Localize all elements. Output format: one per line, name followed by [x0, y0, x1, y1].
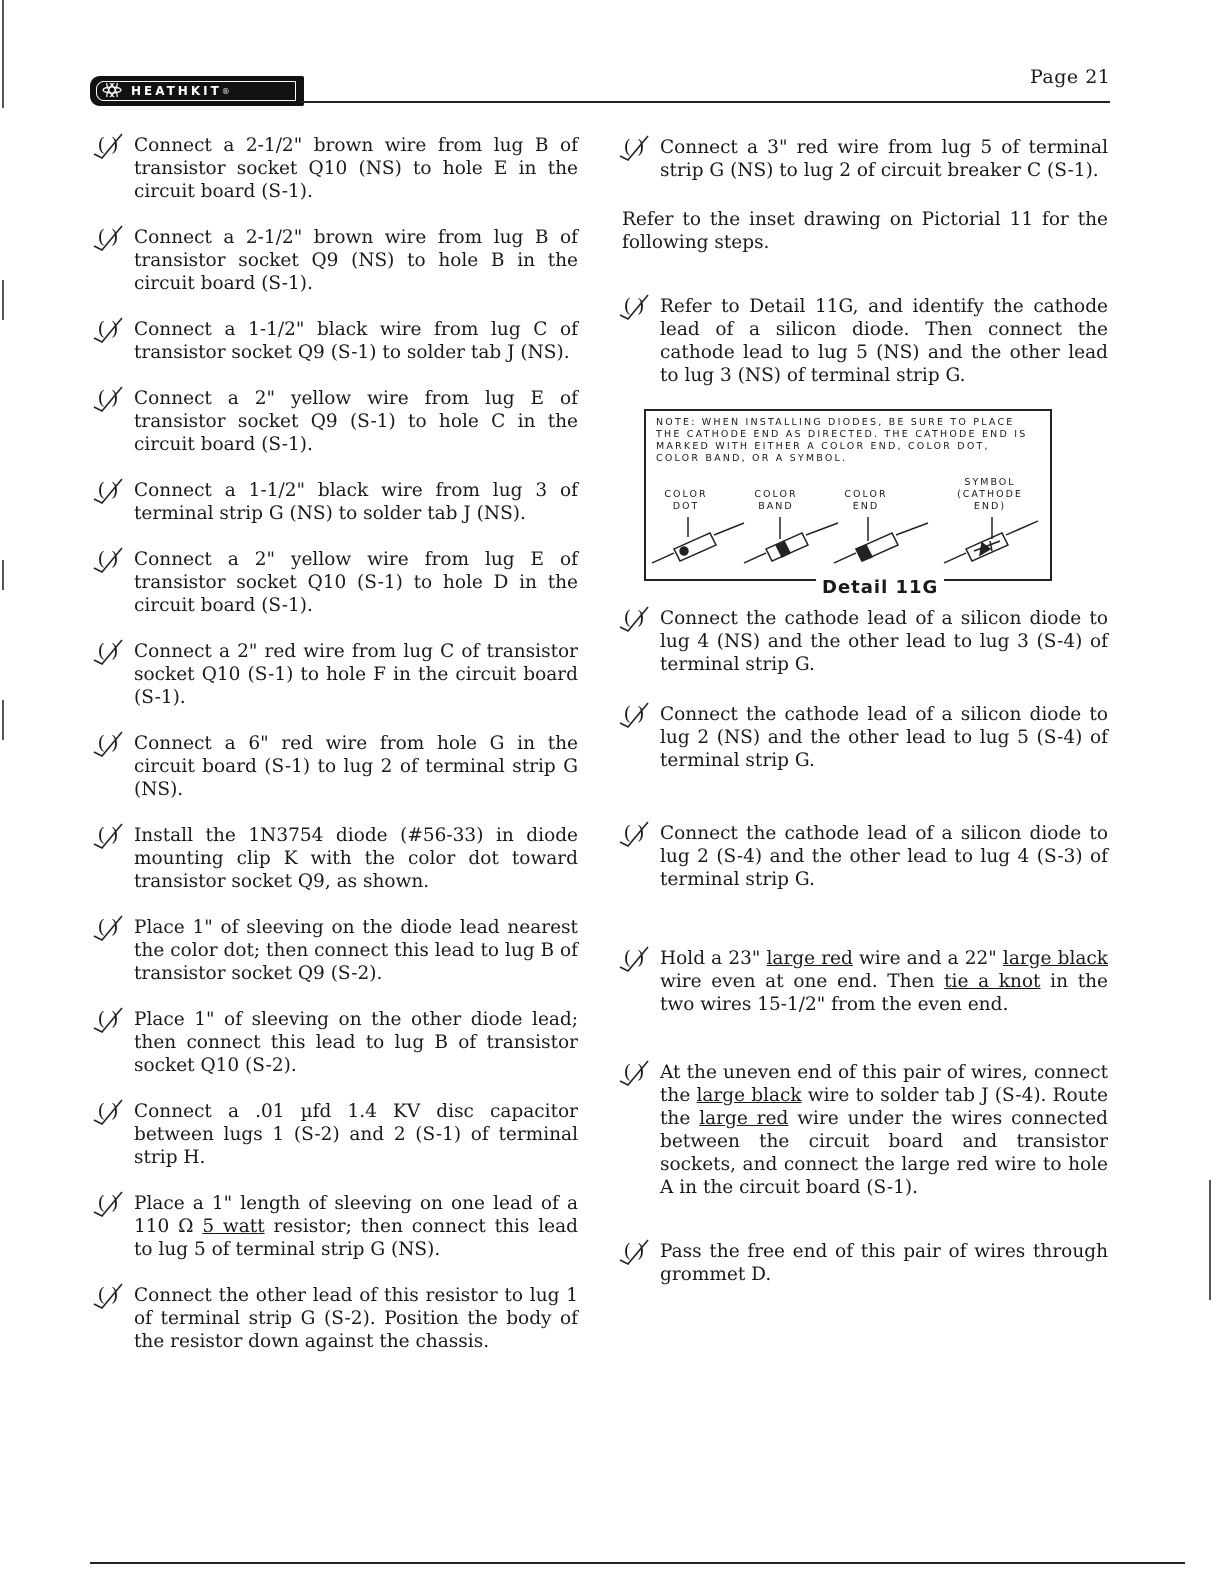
diode-drawings	[644, 515, 1048, 585]
left-column	[88, 134, 578, 1376]
underlined-text: tie a knot	[944, 971, 1041, 992]
step-text: Connect a 2" yellow wire from lug E of transistor socket Q10 (S-1) to hole D in the circuit board (S-1).	[134, 549, 578, 616]
handwritten-check-icon	[88, 1002, 132, 1036]
underlined-text: large black	[696, 1085, 802, 1106]
step-left-9	[88, 824, 578, 893]
figure-caption: Detail 11G	[816, 577, 944, 598]
step-text: Connect a 2-1/2" brown wire from lug B of transistor socket Q10 (NS) to hole E in the circuit board (S-1).	[134, 135, 578, 202]
underlined-text: large black	[1002, 948, 1108, 969]
step-text: Connect the cathode lead of a silicon diode to lug 4 (NS) and the other lead to lug 3 (S-4) of terminal strip G.	[660, 608, 1108, 675]
handwritten-check-icon	[614, 289, 658, 323]
handwritten-check-icon	[614, 130, 658, 164]
step-text: Connect a 3" red wire from lug 5 of terminal strip G (NS) to lug 2 of circuit breaker C (S-1).	[660, 137, 1108, 181]
text-part: Place a 1" length of sleeving on one lead of a 110 Ω	[134, 1193, 578, 1237]
label-symbol: SYMBOL (CATHODE END)	[957, 477, 1023, 512]
binding-mark	[2, 560, 4, 590]
step-text: Connect a 1-1/2" black wire from lug 3 of terminal strip G (NS) to solder tab J (NS).	[134, 480, 578, 524]
step-right-5	[614, 822, 1108, 891]
step-text: Connect a 2" red wire from lug C of transistor socket Q10 (S-1) to hole F in the circuit board (S-1).	[134, 641, 578, 708]
checkbox[interactable]: ( )	[88, 1284, 128, 1307]
handwritten-check-icon	[88, 542, 132, 576]
handwritten-check-icon	[88, 473, 132, 507]
step-text: Connect a 1-1/2" black wire from lug C of transistor socket Q9 (S-1) to solder tab J (NS).	[134, 319, 578, 363]
handwritten-check-icon	[88, 1186, 132, 1220]
step-text: Connect a .01 µfd 1.4 KV disc capacitor between lugs 1 (S-2) and 2 (S-1) of terminal strip H.	[134, 1101, 578, 1168]
handwritten-check-icon	[614, 1234, 658, 1268]
handwritten-check-icon	[88, 1278, 132, 1312]
binding-mark	[2, 700, 4, 740]
step-right-1	[614, 136, 1108, 182]
handwritten-check-icon	[88, 1094, 132, 1128]
step-left-11	[88, 1008, 578, 1077]
underlined-text: large red	[766, 948, 853, 969]
binding-mark	[1209, 1180, 1211, 1300]
checkbox[interactable]: ( )	[614, 607, 654, 630]
step-left-13	[88, 1192, 578, 1261]
step-text: Pass the free end of this pair of wires through grommet D.	[660, 1241, 1108, 1285]
step-text	[134, 1193, 578, 1260]
step-left-6	[88, 548, 578, 617]
step-text: Connect a 2" yellow wire from lug E of transistor socket Q9 (S-1) to hole C in the circuit board (S-1).	[134, 388, 578, 455]
brand-name: HEATHKIT	[131, 84, 222, 98]
handwritten-check-icon	[614, 601, 658, 635]
page-number: Page 21	[1030, 66, 1111, 88]
bottom-rule	[90, 1562, 1185, 1564]
diode-color-band	[744, 517, 838, 563]
checkbox[interactable]: ( )	[88, 640, 128, 663]
step-left-4	[88, 387, 578, 456]
step-left-7	[88, 640, 578, 709]
checkbox[interactable]: ( )	[614, 295, 654, 318]
handwritten-check-icon	[88, 128, 132, 162]
label-color-dot: COLOR DOT	[664, 489, 708, 512]
step-text: At the uneven end of this pair of wires, connect the large black wire to solder tab J (S-4). Route the large red wire under the wires connected between the circuit board and transistor sockets, and connect the large red wire to hole A in the circuit board (S-1).	[660, 1062, 1108, 1198]
step-text: Connect a 6" red wire from hole G in the circuit board (S-1) to lug 2 of terminal strip G (NS).	[134, 733, 578, 800]
right-column	[614, 136, 1108, 1309]
binding-mark	[2, 0, 4, 108]
step-text: Connect the cathode lead of a silicon diode to lug 2 (NS) and the other lead to lug 5 (S-4) of terminal strip G.	[660, 704, 1108, 771]
step-text: Connect the other lead of this resistor to lug 1 of terminal strip G (S-2). Position the body of the resistor down against the chassis.	[134, 1285, 578, 1352]
step-left-2	[88, 226, 578, 295]
checkbox[interactable]: ( )	[614, 1061, 654, 1084]
checkbox[interactable]: ( )	[88, 479, 128, 502]
checkbox[interactable]: ( )	[88, 1192, 128, 1215]
checkbox[interactable]: ( )	[88, 134, 128, 157]
underlined-text: 5 watt	[202, 1216, 265, 1237]
label-color-end: COLOR END	[844, 489, 888, 512]
checkbox[interactable]: ( )	[614, 1240, 654, 1263]
step-left-8	[88, 732, 578, 801]
handwritten-check-icon	[614, 1055, 658, 1089]
checkbox[interactable]: ( )	[88, 824, 128, 847]
step-right-4	[614, 703, 1108, 772]
handwritten-check-icon	[88, 312, 132, 346]
checkbox[interactable]: ( )	[88, 226, 128, 249]
label-color-band: COLOR BAND	[754, 489, 798, 512]
diode-color-dot	[652, 517, 744, 563]
step-text: Place 1" of sleeving on the other diode lead; then connect this lead to lug B of transistor socket Q10 (S-2).	[134, 1009, 578, 1076]
step-left-5	[88, 479, 578, 525]
diode-symbol	[944, 517, 1038, 563]
step-right-7	[614, 1061, 1108, 1199]
diode-color-end	[834, 517, 928, 563]
checkbox[interactable]: ( )	[614, 822, 654, 845]
handwritten-check-icon	[614, 697, 658, 731]
step-left-1	[88, 134, 578, 203]
header-rule	[300, 101, 1110, 103]
step-left-3	[88, 318, 578, 364]
checkbox[interactable]: ( )	[88, 1008, 128, 1031]
handwritten-check-icon	[614, 816, 658, 850]
refer-note: Refer to the inset drawing on Pictorial 11 for the following steps.	[622, 209, 1108, 253]
step-text: Install the 1N3754 diode (#56-33) in diode mounting clip K with the color dot toward transistor socket Q9, as shown.	[134, 825, 578, 892]
underlined-text: large red	[699, 1108, 789, 1129]
checkbox[interactable]: ( )	[88, 318, 128, 341]
step-text: Hold a 23" large red wire and a 22" large black wire even at one end. Then tie a knot in the two wires 15-1/2" from the even end.	[660, 948, 1108, 1015]
diode-note: NOTE: WHEN INSTALLING DIODES, BE SURE TO PLACE THE CATHODE END AS DIRECTED. THE CATHODE END IS MARKED WITH EITHER A COLOR END, COLOR DOT, COLOR BAND, OR A SYMBOL.	[656, 417, 1028, 464]
handwritten-check-icon	[88, 910, 132, 944]
step-left-12	[88, 1100, 578, 1169]
checkbox[interactable]: ( )	[614, 947, 654, 970]
trademark: ®	[221, 86, 230, 96]
checkbox[interactable]: ( )	[88, 916, 128, 939]
checkbox[interactable]: ( )	[88, 548, 128, 571]
step-text: Connect the cathode lead of a silicon diode to lug 2 (S-4) and the other lead to lug 4 (S-3) of terminal strip G.	[660, 823, 1108, 890]
checkbox[interactable]: ( )	[614, 703, 654, 726]
step-right-6	[614, 947, 1108, 1016]
handwritten-check-icon	[88, 818, 132, 852]
step-left-10	[88, 916, 578, 985]
step-left-14	[88, 1284, 578, 1353]
handwritten-check-icon	[614, 941, 658, 975]
binding-mark	[2, 280, 4, 320]
checkbox[interactable]: ( )	[88, 387, 128, 410]
handwritten-check-icon	[88, 634, 132, 668]
step-right-2	[614, 295, 1108, 387]
atom-icon	[101, 82, 123, 101]
checkbox[interactable]: ( )	[614, 136, 654, 159]
step-text: Place 1" of sleeving on the diode lead nearest the color dot; then connect this lead to lug B of transistor socket Q9 (S-2).	[134, 917, 578, 984]
text-part: resistor; then connect this lead to lug 5 of terminal strip G (NS).	[134, 1216, 578, 1260]
checkbox[interactable]: ( )	[88, 732, 128, 755]
detail-11g-figure	[644, 409, 1052, 598]
handwritten-check-icon	[88, 220, 132, 254]
step-text: Connect a 2-1/2" brown wire from lug B of transistor socket Q9 (NS) to hole B in the circuit board (S-1).	[134, 227, 578, 294]
step-right-3	[614, 607, 1108, 676]
heathkit-logo	[90, 76, 304, 106]
handwritten-check-icon	[88, 726, 132, 760]
handwritten-check-icon	[88, 381, 132, 415]
checkbox[interactable]: ( )	[88, 1100, 128, 1123]
step-text: Refer to Detail 11G, and identify the cathode lead of a silicon diode. Then connect the cathode lead to lug 5 (NS) and the other lead to lug 3 (NS) of terminal strip G.	[660, 296, 1108, 386]
step-right-8	[614, 1240, 1108, 1286]
